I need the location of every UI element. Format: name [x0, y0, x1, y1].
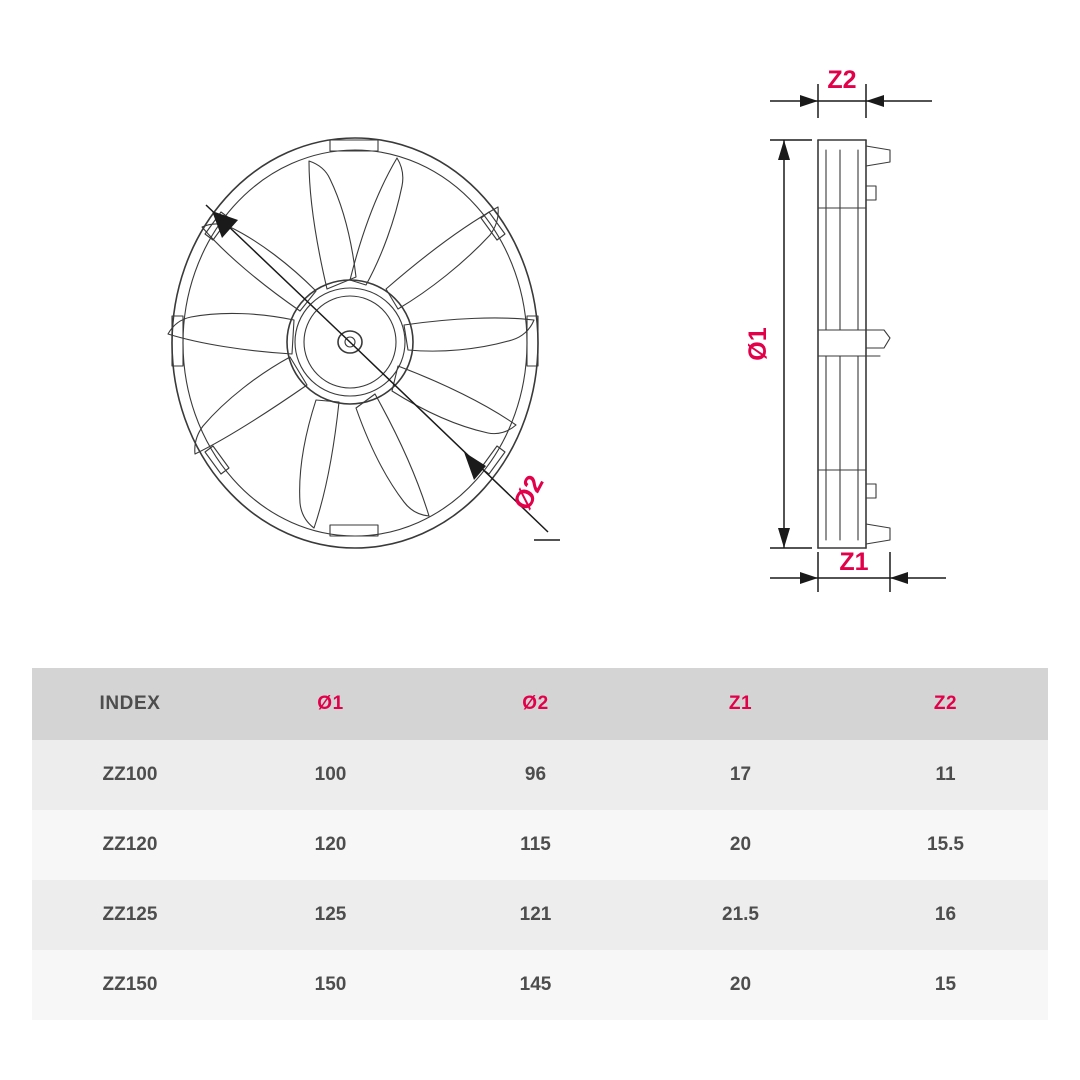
- col-header-d2: Ø2: [433, 668, 638, 740]
- cell-index: ZZ125: [32, 880, 228, 950]
- cell-d1: 120: [228, 810, 433, 880]
- label-d2-front: Ø2: [506, 470, 550, 515]
- cell-z2: 15.5: [843, 810, 1048, 880]
- cell-d1: 125: [228, 880, 433, 950]
- cell-z1: 20: [638, 950, 843, 1020]
- label-d1-side: Ø1: [744, 327, 772, 361]
- front-view-group: [168, 138, 560, 548]
- cell-d1: 100: [228, 740, 433, 810]
- col-header-d1: Ø1: [228, 668, 433, 740]
- cell-d1: 150: [228, 950, 433, 1020]
- side-view-group: [744, 66, 946, 592]
- d1-dimension: [770, 140, 812, 548]
- cell-d2: 145: [433, 950, 638, 1020]
- table-row: [32, 740, 1048, 810]
- cell-d2: 96: [433, 740, 638, 810]
- cell-z1: 21.5: [638, 880, 843, 950]
- cell-z1: 20: [638, 810, 843, 880]
- dimensions-table-wrap: [32, 668, 1048, 1020]
- col-header-z1: Z1: [638, 668, 843, 740]
- cell-index: ZZ100: [32, 740, 228, 810]
- cell-index: ZZ120: [32, 810, 228, 880]
- cell-z2: 11: [843, 740, 1048, 810]
- cell-z2: 16: [843, 880, 1048, 950]
- cell-d2: 121: [433, 880, 638, 950]
- label-z2-side: Z2: [827, 66, 857, 94]
- table-row: [32, 950, 1048, 1020]
- col-header-z2: Z2: [843, 668, 1048, 740]
- table-row: [32, 880, 1048, 950]
- cell-z1: 17: [638, 740, 843, 810]
- col-header-index: INDEX: [32, 668, 228, 740]
- cell-d2: 115: [433, 810, 638, 880]
- table-header-row: [32, 668, 1048, 740]
- d2-dimension: [206, 205, 560, 540]
- cell-index: ZZ150: [32, 950, 228, 1020]
- label-z1-side: Z1: [839, 548, 869, 576]
- dimensions-table: [32, 668, 1048, 1020]
- table-row: [32, 810, 1048, 880]
- cell-z2: 15: [843, 950, 1048, 1020]
